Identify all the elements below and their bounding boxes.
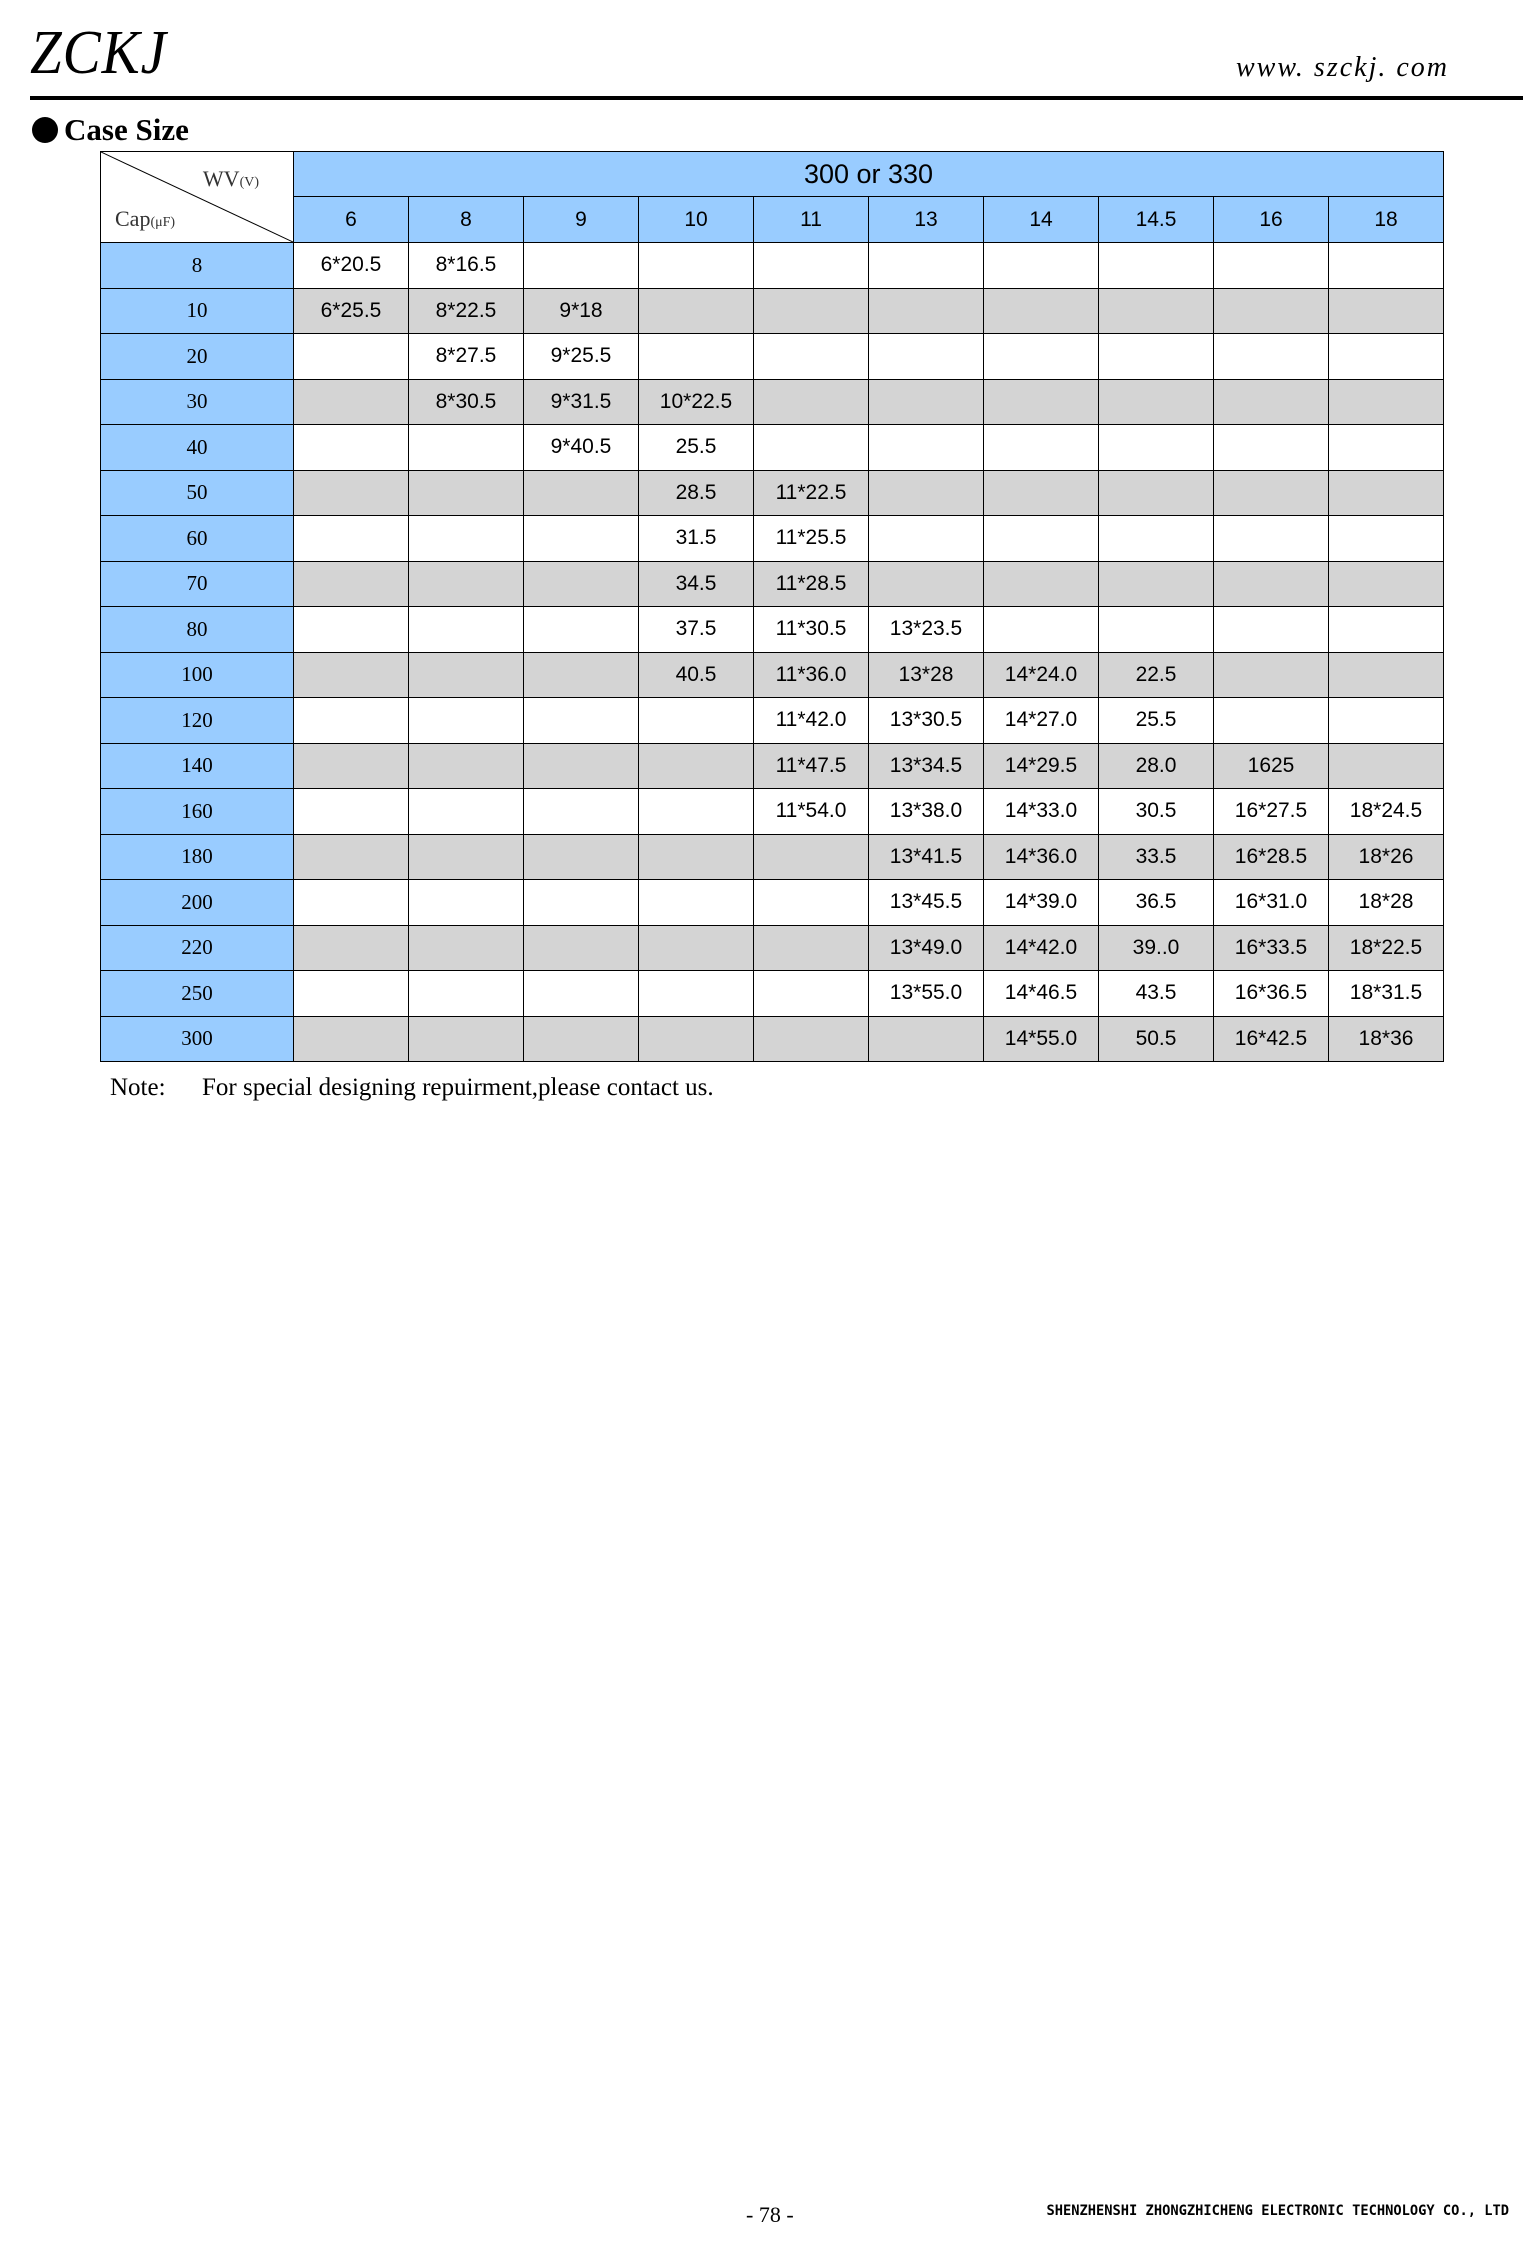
case-size-cell <box>524 880 639 926</box>
case-size-cell <box>869 561 984 607</box>
case-size-cell <box>1329 470 1444 516</box>
case-size-cell: 37.5 <box>639 607 754 653</box>
capacitance-cell: 8 <box>101 243 294 289</box>
case-size-cell <box>409 516 524 562</box>
table-row <box>101 1016 1444 1062</box>
case-size-cell: 43.5 <box>1099 971 1214 1017</box>
case-size-cell <box>869 425 984 471</box>
case-size-cell: 30.5 <box>1099 789 1214 835</box>
table-row <box>101 880 1444 926</box>
case-size-cell <box>984 516 1099 562</box>
capacitance-cell: 120 <box>101 698 294 744</box>
case-size-cell <box>639 743 754 789</box>
case-size-cell: 8*22.5 <box>409 288 524 334</box>
diameter-header-cell: 18 <box>1329 197 1444 243</box>
case-size-cell: 9*31.5 <box>524 379 639 425</box>
case-size-cell: 13*55.0 <box>869 971 984 1017</box>
case-size-cell <box>1214 288 1329 334</box>
voltage-header-row <box>101 152 1444 197</box>
case-size-cell <box>1329 743 1444 789</box>
case-size-cell <box>524 789 639 835</box>
case-size-cell <box>984 334 1099 380</box>
case-size-cell <box>639 834 754 880</box>
case-size-cell: 16*33.5 <box>1214 925 1329 971</box>
case-size-cell <box>984 470 1099 516</box>
case-size-table <box>100 151 1444 1062</box>
case-size-cell <box>409 880 524 926</box>
capacitance-cell: 180 <box>101 834 294 880</box>
case-size-cell <box>1099 379 1214 425</box>
case-size-cell <box>754 1016 869 1062</box>
case-size-cell <box>1214 516 1329 562</box>
table-row <box>101 516 1444 562</box>
case-size-cell <box>524 561 639 607</box>
case-size-cell <box>984 607 1099 653</box>
capacitance-cell: 200 <box>101 880 294 926</box>
case-size-cell <box>409 834 524 880</box>
case-size-cell <box>409 971 524 1017</box>
diameter-header-cell: 6 <box>294 197 409 243</box>
case-size-cell <box>1214 425 1329 471</box>
diameter-header-row <box>101 197 1444 243</box>
case-size-cell: 18*26 <box>1329 834 1444 880</box>
table-row <box>101 743 1444 789</box>
table-row <box>101 789 1444 835</box>
case-size-cell <box>1329 425 1444 471</box>
table-row <box>101 425 1444 471</box>
section-title-text: Case Size <box>64 112 189 147</box>
case-size-cell <box>1214 379 1329 425</box>
case-size-cell <box>1099 334 1214 380</box>
case-size-cell <box>1099 470 1214 516</box>
case-size-cell: 14*33.0 <box>984 789 1099 835</box>
logo: ZCKJ <box>30 19 167 87</box>
table-row <box>101 925 1444 971</box>
case-size-cell <box>1214 607 1329 653</box>
case-size-cell <box>1099 561 1214 607</box>
case-size-cell: 13*49.0 <box>869 925 984 971</box>
case-size-cell: 13*38.0 <box>869 789 984 835</box>
capacitance-cell: 100 <box>101 652 294 698</box>
case-size-cell <box>639 334 754 380</box>
case-size-cell: 18*22.5 <box>1329 925 1444 971</box>
table-row <box>101 379 1444 425</box>
case-size-cell <box>754 425 869 471</box>
case-size-cell <box>524 516 639 562</box>
case-size-cell <box>1099 288 1214 334</box>
case-size-cell: 18*36 <box>1329 1016 1444 1062</box>
case-size-cell <box>409 698 524 744</box>
case-size-cell: 16*27.5 <box>1214 789 1329 835</box>
case-size-cell <box>1214 470 1329 516</box>
case-size-cell <box>1329 698 1444 744</box>
diameter-header-cell: 13 <box>869 197 984 243</box>
case-size-cell <box>524 698 639 744</box>
table-row <box>101 652 1444 698</box>
case-size-cell: 16*42.5 <box>1214 1016 1329 1062</box>
case-size-cell: 6*25.5 <box>294 288 409 334</box>
table-row <box>101 698 1444 744</box>
case-size-cell <box>984 425 1099 471</box>
case-size-cell <box>409 789 524 835</box>
capacitance-cell: 80 <box>101 607 294 653</box>
case-size-cell <box>869 288 984 334</box>
note-label: Note: <box>110 1074 166 1101</box>
case-size-cell <box>409 925 524 971</box>
case-size-cell <box>294 789 409 835</box>
case-size-cell <box>294 470 409 516</box>
case-size-cell <box>294 334 409 380</box>
case-size-cell <box>294 607 409 653</box>
case-size-cell <box>869 243 984 289</box>
case-size-cell: 13*30.5 <box>869 698 984 744</box>
table-row <box>101 971 1444 1017</box>
case-size-cell: 14*55.0 <box>984 1016 1099 1062</box>
case-size-cell: 25.5 <box>1099 698 1214 744</box>
table-row <box>101 334 1444 380</box>
case-size-cell <box>1329 607 1444 653</box>
case-size-cell <box>524 243 639 289</box>
page-number: - 78 - <box>746 2202 794 2227</box>
cap-label: Cap(μF) <box>115 206 176 231</box>
case-size-cell <box>869 470 984 516</box>
case-size-cell <box>754 925 869 971</box>
case-size-cell <box>524 834 639 880</box>
case-size-cell <box>1214 561 1329 607</box>
case-size-cell: 18*24.5 <box>1329 789 1444 835</box>
section-title <box>32 112 189 148</box>
diameter-header-cell: 14 <box>984 197 1099 243</box>
case-size-cell <box>639 698 754 744</box>
capacitance-cell: 50 <box>101 470 294 516</box>
case-size-cell <box>754 334 869 380</box>
case-size-cell <box>524 971 639 1017</box>
diameter-header-cell: 14.5 <box>1099 197 1214 243</box>
case-size-cell <box>294 1016 409 1062</box>
case-size-cell: 13*45.5 <box>869 880 984 926</box>
website-url[interactable]: www. szckj. com <box>1235 52 1449 83</box>
case-size-cell: 14*27.0 <box>984 698 1099 744</box>
case-size-cell: 13*41.5 <box>869 834 984 880</box>
table-corner-header <box>101 152 294 243</box>
case-size-cell <box>639 1016 754 1062</box>
case-size-cell <box>1099 516 1214 562</box>
case-size-cell <box>409 743 524 789</box>
bullet-icon <box>32 117 58 143</box>
case-size-cell <box>869 379 984 425</box>
case-size-cell: 14*42.0 <box>984 925 1099 971</box>
case-size-cell <box>409 1016 524 1062</box>
case-size-cell: 1625 <box>1214 743 1329 789</box>
case-size-cell: 8*30.5 <box>409 379 524 425</box>
case-size-cell: 28.5 <box>639 470 754 516</box>
case-size-cell: 9*25.5 <box>524 334 639 380</box>
case-size-cell <box>639 880 754 926</box>
case-size-cell <box>409 607 524 653</box>
case-size-cell <box>1214 652 1329 698</box>
diameter-header-cell: 10 <box>639 197 754 243</box>
note-text: For special designing repuirment,please contact us. <box>202 1074 714 1101</box>
case-size-cell <box>409 425 524 471</box>
header-divider <box>30 96 1523 100</box>
case-size-cell <box>639 243 754 289</box>
capacitance-cell: 60 <box>101 516 294 562</box>
capacitance-cell: 300 <box>101 1016 294 1062</box>
table-row <box>101 470 1444 516</box>
case-size-cell: 11*54.0 <box>754 789 869 835</box>
case-size-cell: 50.5 <box>1099 1016 1214 1062</box>
case-size-cell <box>524 743 639 789</box>
case-size-cell: 13*23.5 <box>869 607 984 653</box>
capacitance-cell: 140 <box>101 743 294 789</box>
case-size-cell: 8*27.5 <box>409 334 524 380</box>
case-size-cell <box>984 243 1099 289</box>
case-size-cell <box>1214 334 1329 380</box>
case-size-cell <box>524 470 639 516</box>
case-size-cell <box>409 470 524 516</box>
case-size-cell: 6*20.5 <box>294 243 409 289</box>
case-size-cell <box>754 971 869 1017</box>
case-size-cell <box>1329 243 1444 289</box>
case-size-cell: 40.5 <box>639 652 754 698</box>
diameter-header-cell: 11 <box>754 197 869 243</box>
case-size-cell: 18*28 <box>1329 880 1444 926</box>
case-size-cell: 16*28.5 <box>1214 834 1329 880</box>
case-size-cell: 31.5 <box>639 516 754 562</box>
case-size-cell <box>869 1016 984 1062</box>
case-size-cell <box>294 925 409 971</box>
case-size-cell <box>639 971 754 1017</box>
case-size-cell <box>1329 379 1444 425</box>
case-size-cell <box>294 971 409 1017</box>
table-row <box>101 561 1444 607</box>
capacitance-cell: 220 <box>101 925 294 971</box>
case-size-cell <box>524 652 639 698</box>
case-size-cell <box>639 288 754 334</box>
case-size-cell: 10*22.5 <box>639 379 754 425</box>
case-size-cell: 11*42.0 <box>754 698 869 744</box>
case-size-cell: 39..0 <box>1099 925 1214 971</box>
case-size-cell <box>1329 516 1444 562</box>
case-size-cell <box>754 243 869 289</box>
case-size-cell <box>984 561 1099 607</box>
case-size-cell: 13*34.5 <box>869 743 984 789</box>
capacitance-cell: 40 <box>101 425 294 471</box>
case-size-cell <box>869 516 984 562</box>
case-size-cell <box>294 652 409 698</box>
capacitance-cell: 30 <box>101 379 294 425</box>
case-size-cell <box>754 880 869 926</box>
table-row <box>101 607 1444 653</box>
wv-label: WV(V) <box>202 166 259 191</box>
case-size-cell: 8*16.5 <box>409 243 524 289</box>
case-size-cell: 14*36.0 <box>984 834 1099 880</box>
case-size-cell: 33.5 <box>1099 834 1214 880</box>
case-size-cell <box>294 880 409 926</box>
case-size-cell: 13*28 <box>869 652 984 698</box>
case-size-cell <box>1099 243 1214 289</box>
case-size-cell <box>1329 288 1444 334</box>
case-size-cell <box>1214 698 1329 744</box>
case-size-cell <box>524 1016 639 1062</box>
case-size-cell <box>1099 425 1214 471</box>
case-size-cell: 9*40.5 <box>524 425 639 471</box>
case-size-cell <box>409 561 524 607</box>
case-size-cell: 34.5 <box>639 561 754 607</box>
case-size-cell: 14*24.0 <box>984 652 1099 698</box>
table-row <box>101 288 1444 334</box>
capacitance-cell: 10 <box>101 288 294 334</box>
case-size-cell <box>1329 561 1444 607</box>
case-size-cell: 14*29.5 <box>984 743 1099 789</box>
capacitance-cell: 20 <box>101 334 294 380</box>
case-size-cell <box>409 652 524 698</box>
case-size-cell: 11*47.5 <box>754 743 869 789</box>
case-size-cell <box>294 834 409 880</box>
case-size-cell <box>869 334 984 380</box>
diameter-header-cell: 8 <box>409 197 524 243</box>
note <box>110 1074 714 1102</box>
case-size-cell <box>1099 607 1214 653</box>
case-size-cell <box>1214 243 1329 289</box>
case-size-cell: 11*22.5 <box>754 470 869 516</box>
table-row <box>101 243 1444 289</box>
capacitance-cell: 250 <box>101 971 294 1017</box>
case-size-cell: 11*28.5 <box>754 561 869 607</box>
table-body <box>101 243 1444 1062</box>
table-row <box>101 834 1444 880</box>
case-size-cell <box>754 834 869 880</box>
case-size-cell <box>1329 334 1444 380</box>
company-name: SHENZHENSHI ZHONGZHICHENG ELECTRONIC TECHNOLOGY CO., LTD <box>1046 2203 1509 2219</box>
capacitance-cell: 70 <box>101 561 294 607</box>
diameter-header-cell: 9 <box>524 197 639 243</box>
case-size-cell <box>639 789 754 835</box>
case-size-cell: 11*30.5 <box>754 607 869 653</box>
case-size-cell: 22.5 <box>1099 652 1214 698</box>
case-size-cell <box>294 743 409 789</box>
case-size-cell <box>754 379 869 425</box>
case-size-cell <box>984 379 1099 425</box>
case-size-cell <box>294 561 409 607</box>
case-size-cell <box>294 379 409 425</box>
case-size-cell: 36.5 <box>1099 880 1214 926</box>
case-size-cell <box>294 516 409 562</box>
case-size-cell: 9*18 <box>524 288 639 334</box>
case-size-cell: 16*36.5 <box>1214 971 1329 1017</box>
case-size-cell: 28.0 <box>1099 743 1214 789</box>
case-size-cell: 14*39.0 <box>984 880 1099 926</box>
case-size-cell <box>524 607 639 653</box>
case-size-cell: 25.5 <box>639 425 754 471</box>
case-size-cell <box>1329 652 1444 698</box>
case-size-cell <box>294 425 409 471</box>
case-size-cell <box>754 288 869 334</box>
voltage-header: 300 or 330 <box>294 152 1444 197</box>
case-size-cell: 11*25.5 <box>754 516 869 562</box>
case-size-cell <box>984 288 1099 334</box>
capacitance-cell: 160 <box>101 789 294 835</box>
case-size-cell: 18*31.5 <box>1329 971 1444 1017</box>
diameter-header-cell: 16 <box>1214 197 1329 243</box>
case-size-cell <box>524 925 639 971</box>
case-size-cell: 11*36.0 <box>754 652 869 698</box>
case-size-cell <box>294 698 409 744</box>
case-size-cell <box>639 925 754 971</box>
case-size-cell: 16*31.0 <box>1214 880 1329 926</box>
case-size-cell: 14*46.5 <box>984 971 1099 1017</box>
